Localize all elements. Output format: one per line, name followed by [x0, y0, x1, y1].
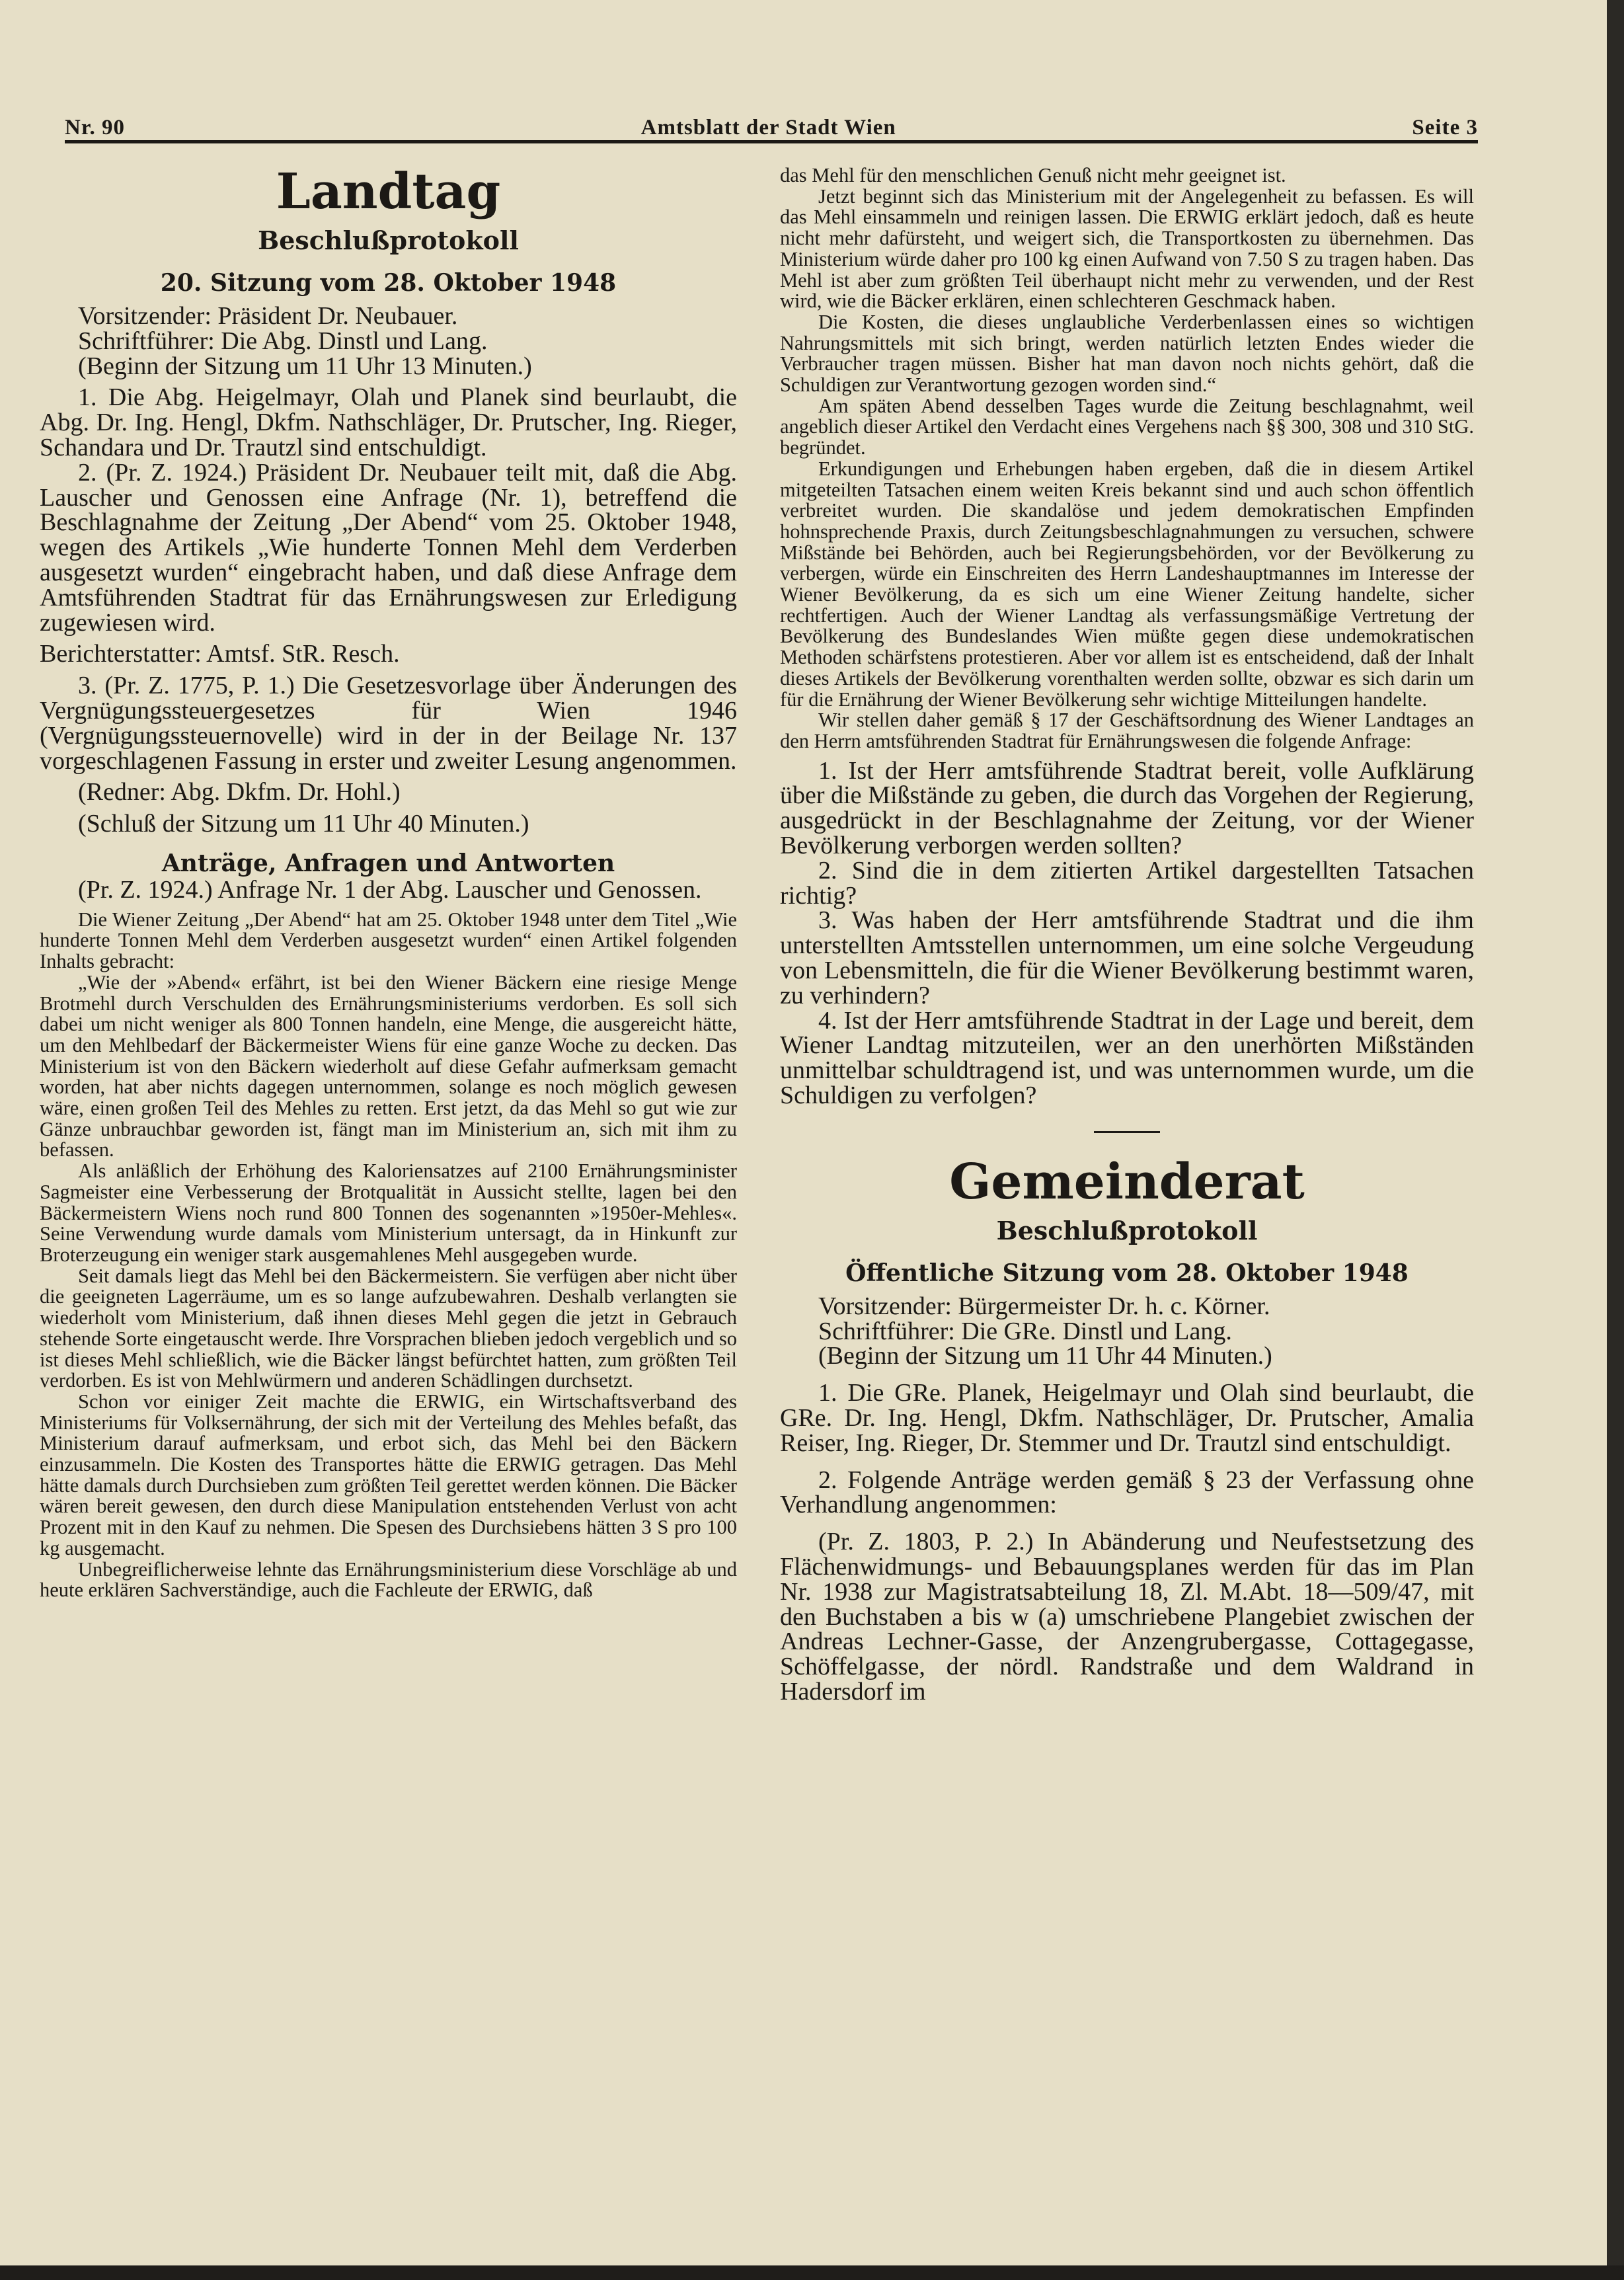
inquiry-paragraph: Erkundigungen und Erhebungen haben ergeben, daß die in diesem Artikel mitgeteilten Tatsachen einem weiten Kreis bekannt sind und auch schon öffentlich verbreitet wurden. Die skandalöse und jedem demokratischen Empfinden hohnsprechende Praxis, durch Zeitungsbeschlagnahmungen zu versuchen, schwere Mißstände bei Behörden, auch bei Regierungsbehörden, vor der Bevölkerung zu verbergen, würde ein Einschreiten des Herrn Landeshauptmannes im Interesse der Wiener Bevölkerung, da es sich um eine Wiener Zeitung handelte, sicher rechtfertigen. Auch der Wiener Landtag als verfassungsmäßige Vertretung der Bevölkerung des Bundeslandes Wien müßte gegen diese undemokratischen Methoden schärfstens protestieren. Aber vor allem ist es entscheidend, daß der Inhalt dieses Artikels der Bevölkerung vorenthalten werden sollte, obzwar es sich darin um für die Ernährung der Wiener Bevölkerung sehr wichtige Mitteilungen handelte.	[780, 457, 1474, 711]
right-column	[780, 165, 1474, 1705]
question-text-2: „Wie der »Abend« erfährt, ist bei den Wiener Bäckern eine riesige Menge Brotmehl durch Verschulden des Ernährungsministeriums verdorben. Es soll sich dabei um nicht weniger als 800 Tonnen handeln, eine Menge, die ausgereicht hätte, um den Mehlbedarf der Bäckermeister Wiens für eine ganze Woche zu decken. Das Ministerium ist von den Bäckern wiederholt auf diese Gefahr aufmerksam gemacht worden, hat aber nichts dagegen unternommen, solange es noch möglich gewesen wäre, einen großen Teil des Mehles zu retten. Erst jetzt, da das Mehl so gut wie zur Gänze unbrauchbar geworden ist, fängt man im Ministerium an, sich mit ihm zu befassen.	[40, 970, 737, 1161]
question-text-4: Seit damals liegt das Mehl bei den Bäckermeistern. Sie verfügen aber nicht über die geeigneten Lagerräume, um es so lange aufzubewahren. Deshalb verlangten sie wiederholt vom Ministerium, daß ihnen dieses Mehl gegen die jetzt in Gebrauch stehende Sorte eingetauscht werde. Ihre Vorsprachen blieben jedoch vergeblich und so ist dieses Mehl schließlich, wie die Bäcker längst befürchtet hatten, zum größten Teil verdorben. Es ist von Mehlwürmern und anderen Schädlingen durchsetzt.	[40, 1264, 737, 1392]
chair-line-2: Vorsitzender: Bürgermeister Dr. h. c. Körner.	[818, 1292, 1270, 1320]
article-continued-3: Die Kosten, die dieses unglaubliche Verderbenlassen eines so wichtigen Nahrungsmittels mit sich bringt, werden natürlich letzten Endes wieder die Verbraucher tragen müssen. Bisher hat man davon noch nichts gehört, daß die Schuldigen zur Verantwortung gezogen worden sind.“	[780, 310, 1474, 397]
question-text-5: Schon vor einiger Zeit machte die ERWIG, ein Wirtschaftsverband des Ministeriums für Volksernährung, der sich mit der Verteilung des Mehles befaßt, das Ministerium darauf aufmerksam, und erbot sich, das Mehl bei den Bäckern einzusammeln. Die Kosten des Transportes hätte die ERWIG getragen. Das Mehl hätte damals durch Durchsieben zum größten Teil gerettet werden können. Die Bäcker wären bereit gewesen, den durch diese Manipulation entstehenden Verlust von acht Prozent mit in den Kauf zu nehmen. Die Spesen des Durchsiebens hätten 3 S pro 100 kg ausgemacht.	[40, 1390, 737, 1559]
session-heading-2: Öffentliche Sitzung vom 28. Oktober 1948	[845, 1259, 1409, 1287]
session-heading: 20. Sitzung vom 28. Oktober 1948	[160, 269, 617, 297]
reporter-line: Berichterstatter: Amtsf. StR. Resch.	[40, 640, 400, 668]
page-number: Seite 3	[1412, 116, 1478, 139]
council-item-3: (Pr. Z. 1803, P. 2.) In Abänderung und Neufestsetzung des Flächenwidmungs- und Bebauungsplanes werden für das im Plan Nr. 1938 zur Magistratsabteilung 18, Zl. M.Abt. 18—509/47, mit den Buchstaben a bis w (a) umschriebene Plangebiet zwischen der Andreas Lechner-Gasse, der Anzengrubergasse, Cottagegasse, Schöffelgasse, der nördl. Randstraße und dem Waldrand in Hadersdorf im	[780, 1528, 1474, 1706]
issue-number: Nr. 90	[65, 116, 125, 139]
question-2: 2. Sind die in dem zitierten Artikel dargestellten Tatsachen richtig?	[780, 856, 1474, 910]
question-intro: (Pr. Z. 1924.) Anfrage Nr. 1 der Abg. Lauscher und Genossen.	[78, 875, 702, 904]
secretaries-line-2: Schriftführer: Die GRe. Dinstl und Lang.	[818, 1317, 1232, 1345]
question-text-3: Als anläßlich der Erhöhung des Kaloriensatzes auf 2100 Ernährungsminister Sagmeister eine Verbesserung der Brotqualität in Aussicht stellte, lagen bei den Bäckermeistern Wiens noch rund 800 Tonnen des sogenannten »1950er-Mehles«. Seine Verwendung wurde damals vom Ministerium untersagt, da in Hinkunft zur Broterzeugung ein weniger stark ausgemahlenes Mehl ausgegeben wurde.	[40, 1160, 737, 1266]
speaker-line: (Redner: Abg. Dkfm. Dr. Hohl.)	[78, 778, 401, 806]
section-title-landtag: Landtag	[276, 163, 501, 220]
question-text-6: Unbegreiflicherweise lehnte das Ernährungsministerium diese Vorschläge ab und heute erklären Sachverständige, auch die Fachleute der ERWIG, daß	[40, 1557, 737, 1602]
item-3: 3. (Pr. Z. 1775, P. 1.) Die Gesetzesvorlage über Änderungen des Vergnügungssteuergesetzes für Wien 1946 (Vergnügungssteuernovelle) wird in der in der Beilage Nr. 137 vorgeschlagenen Fassung in erster und zweiter Lesung angenommen.	[40, 672, 737, 775]
scan-edge-bottom	[0, 2265, 1624, 2280]
item-1: 1. Die Abg. Heigelmayr, Olah und Planek sind beurlaubt, die Abg. Dr. Ing. Hengl, Dkfm. Nathschläger, Dr. Prutscher, Ing. Rieger, Schandara und Dr. Trautzl sind entschuldigt.	[40, 383, 737, 461]
question-4: 4. Ist der Herr amtsführende Stadtrat in der Lage und bereit, dem Wiener Landtag mitzuteilen, wer an den unerhörten Mißständen unmittelbar schuldtragend ist, und was unternommen wurde, um die Schuldigen zu verfolgen?	[780, 1006, 1474, 1110]
section-subtitle: Beschlußprotokoll	[258, 225, 519, 255]
publication-title: Amtsblatt der Stadt Wien	[640, 116, 896, 139]
left-column	[40, 165, 737, 1601]
article-continued-1: das Mehl für den menschlichen Genuß nicht mehr geeignet ist.	[780, 164, 1286, 186]
council-item-1: 1. Die GRe. Planek, Heigelmayr und Olah sind beurlaubt, die GRe. Dr. Ing. Hengl, Dkfm. Nathschläger, Dr. Prutscher, Amalia Reiser, Ing. Rieger, Dr. Stemmer und Dr. Trautzl sind entschuldigt.	[780, 1379, 1474, 1457]
chair-line: Vorsitzender: Präsident Dr. Neubauer.	[78, 302, 458, 330]
question-text-1: Die Wiener Zeitung „Der Abend“ hat am 25. Oktober 1948 unter dem Titel „Wie hunderte Tonnen Mehl dem Verderben ausgesetzt wurden“ einen Artikel folgenden Inhalts gebracht:	[40, 908, 737, 973]
page-header	[65, 106, 1478, 140]
end-line: (Schluß der Sitzung um 11 Uhr 40 Minuten.)	[78, 810, 529, 838]
section-subtitle-2: Beschlußprotokoll	[996, 1215, 1258, 1245]
scan-edge-right	[1607, 0, 1624, 2280]
section-title-gemeinderat: Gemeinderat	[949, 1153, 1305, 1210]
start-line: (Beginn der Sitzung um 11 Uhr 13 Minuten.)	[78, 352, 532, 380]
question-1: 1. Ist der Herr amtsführende Stadtrat bereit, volle Aufklärung über die Mißstände zu geben, die durch das Vorgehen der Regierung, ausgedrückt in der Beschlagnahme der Zeitung, vor der Wiener Bevölkerung verborgen werden sollten?	[780, 756, 1474, 860]
start-line-2: (Beginn der Sitzung um 11 Uhr 44 Minuten.)	[818, 1342, 1272, 1370]
council-item-2: 2. Folgende Anträge werden gemäß § 23 der Verfassung ohne Verhandlung angenommen:	[780, 1466, 1474, 1519]
header-rule	[65, 140, 1478, 143]
questions-heading: Anträge, Anfragen und Antworten	[161, 849, 615, 877]
secretaries-line: Schriftführer: Die Abg. Dinstl und Lang.	[78, 327, 488, 355]
request-paragraph: Wir stellen daher gemäß § 17 der Geschäftsordnung des Wiener Landtages an den Herrn amtsführenden Stadtrat für Ernährungswesen die folgende Anfrage:	[780, 709, 1474, 752]
question-3: 3. Was haben der Herr amtsführende Stadtrat und die ihm unterstellten Amtsstellen unternommen, um eine solche Vergeudung von Lebensmitteln, die für die Wiener Bevölkerung bestimmt waren, zu verhindern?	[780, 906, 1474, 1009]
item-2: 2. (Pr. Z. 1924.) Präsident Dr. Neubauer teilt mit, daß die Abg. Lauscher und Genossen eine Anfrage (Nr. 1), betreffend die Beschlagnahme der Zeitung „Der Abend“ vom 25. Oktober 1948, wegen des Artikels „Wie hunderte Tonnen Mehl dem Verderben ausgesetzt wurden“ eingebracht haben, und daß diese Anfrage dem Amtsführenden Stadtrat für das Ernährungswesen zur Erledigung zugewiesen wird.	[40, 458, 737, 637]
confiscation-paragraph: Am späten Abend desselben Tages wurde die Zeitung beschlagnahmt, weil angeblich dieser Artikel den Verdacht eines Vergehens nach §§ 300, 308 und 310 StG. begründet.	[780, 394, 1474, 459]
article-continued-2: Jetzt beginnt sich das Ministerium mit der Angelegenheit zu befassen. Es will das Mehl einsammeln und reinigen lassen. Die ERWIG erklärt jedoch, daß es heute nicht mehr dafürsteht, und weigert sich, die Transportkosten zu übernehmen. Das Ministerium würde daher pro 100 kg einen Aufwand von 7.50 S zu tragen haben. Das Mehl ist aber zum größten Teil überhaupt nicht mehr zu verwenden, und der Rest wird, wie die Bäcker erklären, einen schlechteren Geschmack haben.	[780, 184, 1474, 313]
